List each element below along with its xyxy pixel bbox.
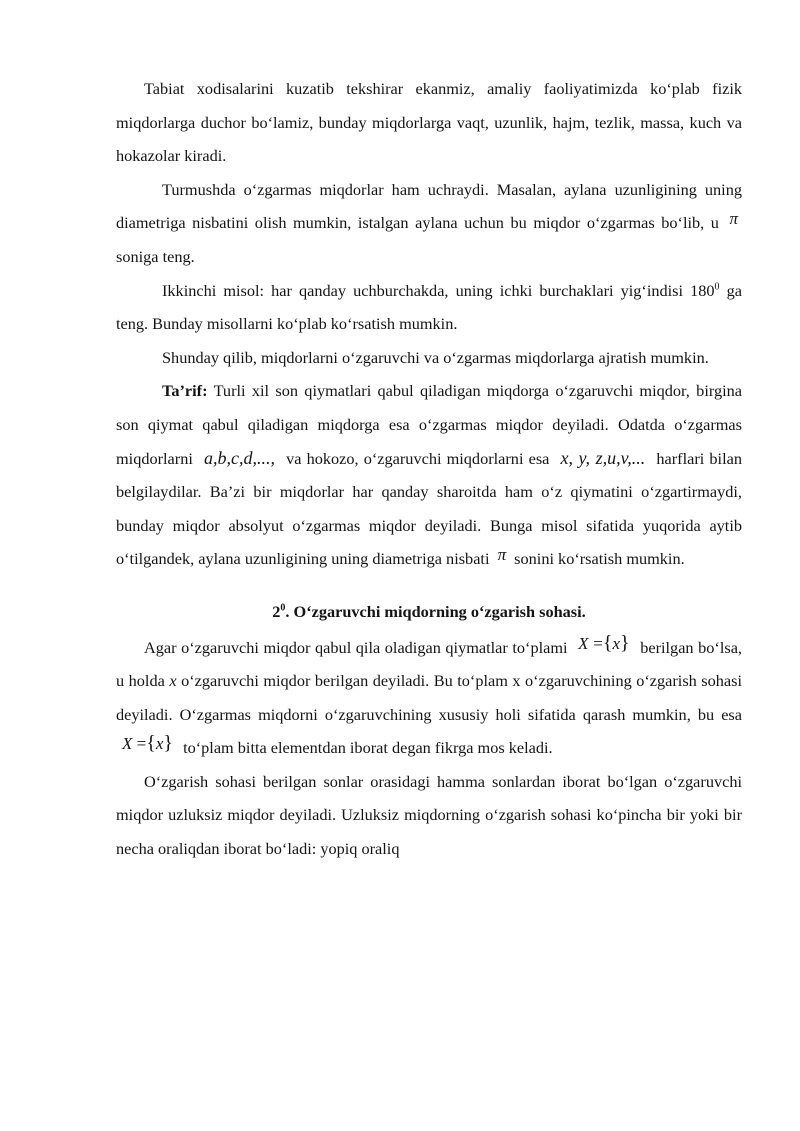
section-title: . O‘zgaruvchi miqdorning o‘zgarish sohasi. xyxy=(285,601,586,621)
document-page xyxy=(116,72,742,866)
section-number-superscript: 0 xyxy=(280,602,286,614)
paragraph-classification: Shunday qilib, miqdorlarni o‘zgaruvchi va o‘zgarmas miqdorlarga ajratish mumkin. xyxy=(162,347,709,367)
variable-x: x xyxy=(169,671,177,691)
paragraph-triangle-text: Ikkinchi misol: har qanday uchburchakda, uning ichki burchaklari yig‘indisi xyxy=(162,280,684,300)
angle-sum-value: 180 xyxy=(690,280,715,300)
paragraph-constants-text: Turmushda o‘zgarmas miqdorlar ham uchraydi. Masalan, aylana uzunligining uning diametriga nisbatini olish mumkin, istalgan aylana uchun bu miqdor o‘zgarmas bo‘lib, u xyxy=(116,179,742,233)
degree-superscript: 0 xyxy=(714,281,720,293)
paragraph-variable-domain xyxy=(116,631,742,765)
domain-text-3: o‘zgaruvchi miqdor berilgan deyiladi. Bu to‘plam x o‘zgaruvchining o‘zgarish sohasi deyiladi. O‘zgarmas miqdorni o‘zgaruvchining xususiy holi sifatida qarash mumkin, bu esa xyxy=(116,671,743,724)
definition-text-2: va hokozo, o‘zgaruvchi miqdorlarni esa xyxy=(286,448,550,468)
pi-symbol: π xyxy=(497,545,507,565)
definition-tail: sonini ko‘rsatish mumkin. xyxy=(514,549,685,569)
paragraph-definition xyxy=(116,374,742,576)
constant-letters: a,b,c,d,..., xyxy=(204,447,275,468)
domain-text-1: Agar o‘zgaruvchi miqdor qabul qila oladigan qiymatlar to‘plami xyxy=(144,637,568,657)
paragraph-continuous: O‘zgarish sohasi berilgan sonlar orasidagi hamma sonlardan iborat bo‘lgan o‘zgaruvchi miqdor uzluksiz miqdor deyiladi. Uzluksiz miqdorning o‘zgarish sohasi ko‘pincha bir yoki bir necha oraliqdan iborat bo‘ladi: yopiq oraliq xyxy=(116,771,742,859)
definition-label: Ta’rif: xyxy=(162,381,208,401)
paragraph-intro: Tabiat xodisalarini kuzatib tekshirar ekanmiz, amaliy faoliyatimizda ko‘plab fizik miqdorlarga duchor bo‘lamiz, bunday miqdorlarga vaqt, uzunlik, hajm, tezlik, massa, kuch va hokazolar kiradi. xyxy=(116,79,742,166)
domain-text-2: berilgan bo‘lsa, u holda xyxy=(116,637,742,691)
paragraph-triangle-tail: ga teng. Bunday misollarni ko‘plab ko‘rsatish mumkin. xyxy=(116,280,743,334)
pi-symbol: π xyxy=(729,209,739,229)
section-heading xyxy=(116,595,742,629)
set-notation: X ={x} xyxy=(122,732,173,755)
section-number: 2 xyxy=(272,601,281,621)
set-notation: X ={x} xyxy=(578,631,630,654)
paragraph-constants xyxy=(116,173,742,274)
paragraph-constants-tail: soniga teng. xyxy=(116,246,195,266)
domain-text-4: to‘plam bitta elementdan iborat degan fikrga mos keladi. xyxy=(183,738,553,758)
definition-text-1: Turli xil son qiymatlari qabul qiladigan miqdorga o‘zgaruvchi miqdor, birgina son qiymat qabul qiladigan miqdorga esa o‘zgarmas miqdor deyiladi. Odatda o‘zgarmas miqdorlarni xyxy=(116,381,743,468)
definition-text-3: harflari bilan belgilaydilar. Ba’zi bir miqdorlar har qanday sharoitda ham o‘z qiymatini o‘zgartirmaydi, bunday miqdor absolyut o‘zgarmas miqdor deyiladi. Bunga misol sifatida yuqorida aytib o‘tilgandek, aylana uzunligining uning diametriga nisbati xyxy=(116,448,742,569)
paragraph-triangle xyxy=(116,274,742,341)
variable-letters: x, y, z,u,v,... xyxy=(560,447,646,468)
